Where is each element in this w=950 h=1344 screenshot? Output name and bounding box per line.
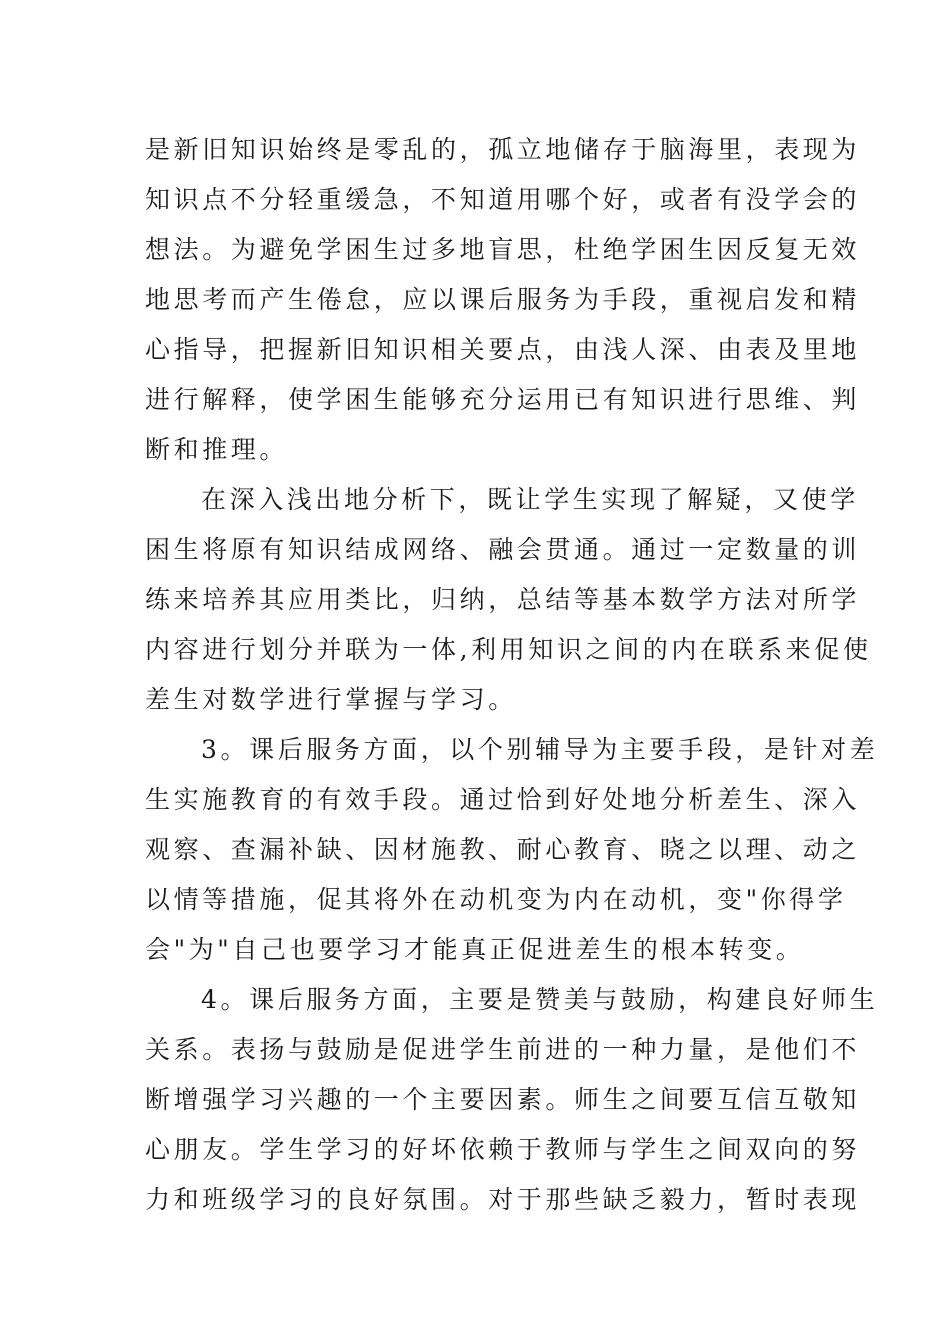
text-line: 心朋友。学生学习的好坏依赖于教师与学生之间双向的努 — [145, 1135, 861, 1164]
text-line: 内容进行划分并联为一体,利用知识之间的内在联系来促使 — [145, 635, 872, 664]
text-line: 关系。表扬与鼓励是促进学生前进的一种力量，是他们不 — [145, 1035, 861, 1064]
text-line: 困生将原有知识结成网络、融会贯通。通过一定数量的训 — [145, 535, 861, 564]
text-line: 4。课后服务方面，主要是赞美与鼓励，构建良好师生 — [201, 985, 879, 1014]
text-line: 断和推理。 — [145, 435, 289, 464]
text-line: 在深入浅出地分析下，既让学生实现了解疑，又使学 — [201, 485, 859, 514]
text-line: 练来培养其应用类比，归纳，总结等基本数学方法对所学 — [145, 585, 861, 614]
text-line: 3。课后服务方面，以个别辅导为主要手段，是针对差 — [201, 735, 879, 764]
text-line: 知识点不分轻重缓急，不知道用哪个好，或者有没学会的 — [145, 185, 861, 214]
text-line: 观察、查漏补缺、因材施教、耐心教育、晓之以理、动之 — [145, 835, 861, 864]
text-line: 生实施教育的有效手段。通过恰到好处地分析差生、深入 — [145, 785, 861, 814]
text-line: 进行解释，使学困生能够充分运用已有知识进行思维、判 — [145, 385, 861, 414]
text-line: 断增强学习兴趣的一个主要因素。师生之间要互信互敬知 — [145, 1085, 861, 1114]
text-line: 差生对数学进行掌握与学习。 — [145, 685, 517, 714]
paragraph-3 — [145, 725, 879, 975]
text-line: 力和班级学习的良好氛围。对于那些缺乏毅力，暂时表现 — [145, 1185, 861, 1214]
text-line: 以情等措施，促其将外在动机变为内在动机，变"你得学 — [145, 885, 847, 914]
paragraph-4 — [145, 975, 879, 1225]
text-line: 地思考而产生倦怠，应以课后服务为手段，重视启发和精 — [145, 285, 861, 314]
text-line: 想法。为避免学困生过多地盲思，杜绝学困生因反复无效 — [145, 235, 861, 264]
text-line: 心指导，把握新旧知识相关要点，由浅人深、由表及里地 — [145, 335, 861, 364]
text-line: 会"为"自己也要学习才能真正促进差生的根本转变。 — [145, 935, 805, 964]
paragraph-1 — [145, 125, 861, 475]
document-page — [145, 125, 879, 1225]
paragraph-2 — [145, 475, 872, 725]
text-line: 是新旧知识始终是零乱的，孤立地储存于脑海里，表现为 — [145, 135, 861, 164]
